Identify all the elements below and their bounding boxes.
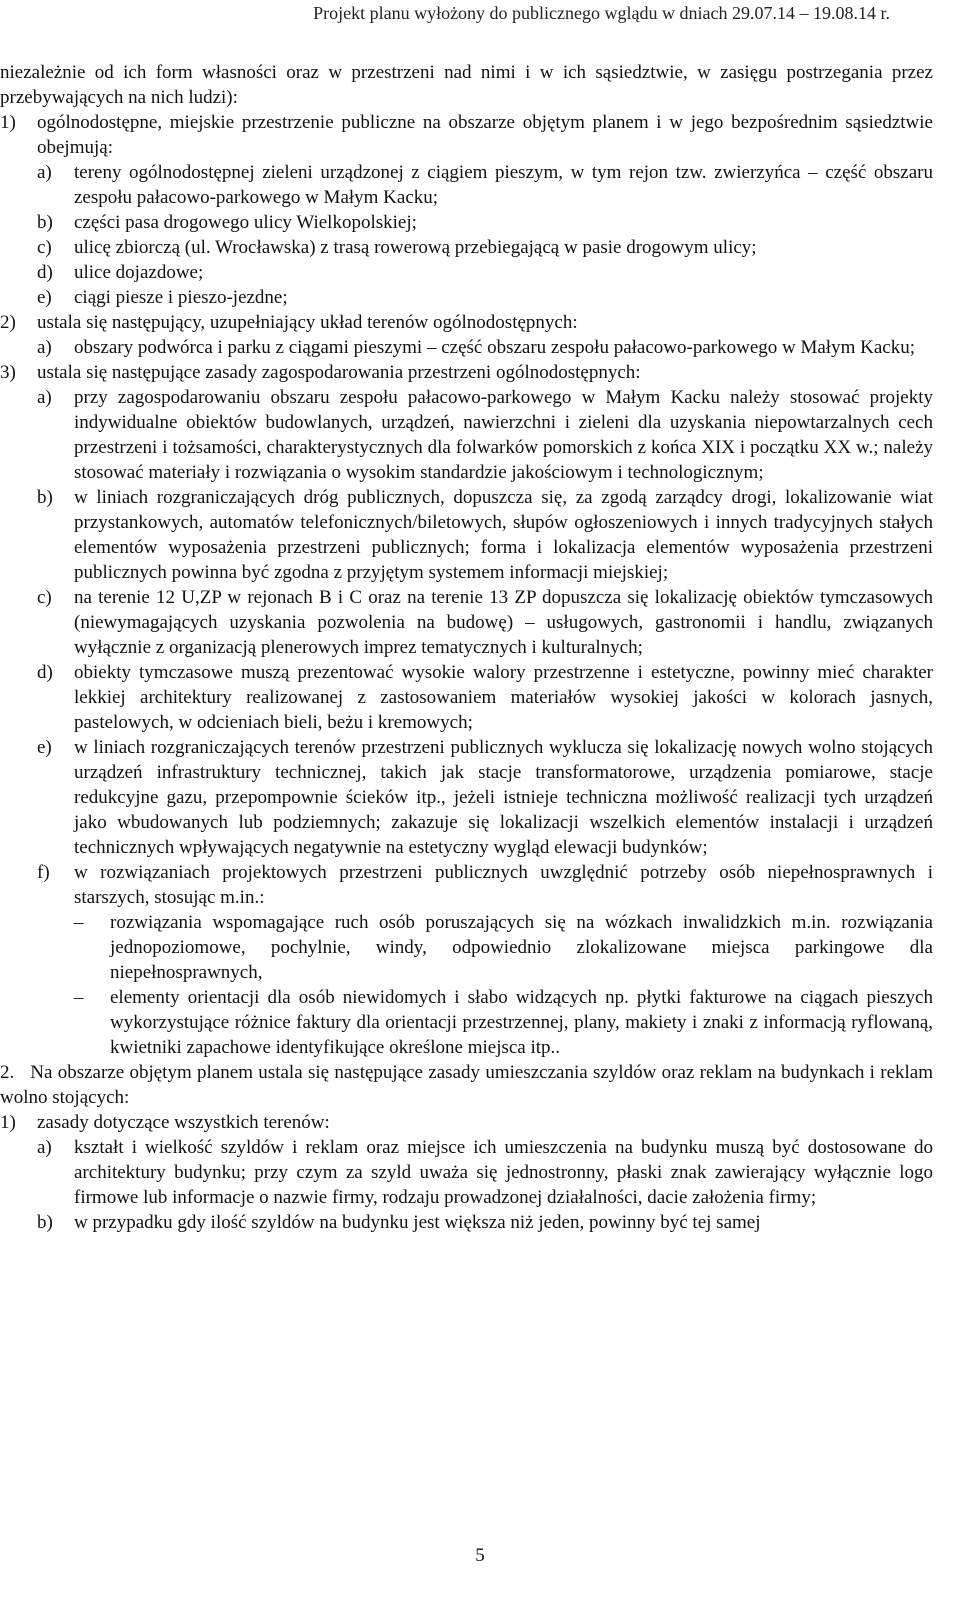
list-text: ulice dojazdowe;	[74, 262, 204, 283]
list-item	[0, 1110, 933, 1135]
list-text: rozwiązania wspomagające ruch osób poruszających się na wózkach inwalidzkich m.in. rozwiązania jednopoziomowe, pochylnie, windy, odpowiednio zlokalizowane miejsca parkingowe dla niepełnosprawnych,	[110, 912, 933, 983]
list-item	[0, 485, 933, 585]
section-paragraph	[0, 1060, 933, 1110]
list-label: a)	[37, 337, 52, 358]
list-text: ciągi piesze i pieszo-jezdne;	[74, 287, 288, 308]
dash-bullet: –	[74, 987, 84, 1008]
list-label: e)	[37, 287, 52, 308]
list-item	[0, 735, 933, 860]
page-number: 5	[475, 1545, 485, 1566]
list-text: tereny ogólnodostępnej zieleni urządzonej z ciągiem pieszym, w tym rejon tzw. zwierzyńca – część obszaru zespołu pałacowo-parkowego w Małym Kacku;	[74, 162, 933, 208]
list-item	[0, 385, 933, 485]
list-text: kształt i wielkość szyldów i reklam oraz miejsce ich umieszczenia na budynku muszą być dostosowane do architektury budynku; przy czym za szyld uważa się jednostronny, płaski znak zawierający wyłącznie logo firmowe lub informacje o nazwie firmy, rodzaju prowadzonej działalności, dacie założenia firmy;	[74, 1137, 933, 1208]
list-label: 1)	[0, 1112, 16, 1133]
list-text: zasady dotyczące wszystkich terenów:	[37, 1112, 330, 1133]
list-label: e)	[37, 737, 52, 758]
list-text: części pasa drogowego ulicy Wielkopolskiej;	[74, 212, 417, 233]
list-text: w przypadku gdy ilość szyldów na budynku jest większa niż jeden, powinny być tej samej	[74, 1212, 761, 1233]
list-label: 2)	[0, 312, 16, 333]
list-text: przy zagospodarowaniu obszaru zespołu pałacowo-parkowego w Małym Kacku należy stosować projekty indywidualne obiektów budowlanych, urządzeń, nawierzchni i zieleni dla uzyskania niepowtarzalnych cech przestrzeni i tożsamości, charakterystycznych dla folwarków pomorskich z końca XIX i początku XX w.; należy stosować materiały i rozwiązania o wysokim standardzie jakościowym i technologicznym;	[74, 387, 933, 483]
list-item	[0, 985, 933, 1060]
list-label: b)	[37, 487, 53, 508]
list-item	[0, 910, 933, 985]
list-text: elementy orientacji dla osób niewidomych i słabo widzących np. płytki fakturowe na ciągach pieszych wykorzystujące różnice faktury dla orientacji przestrzennej, plany, makiety i znaki z informacją ryflowaną, kwietniki zapachowe identyfikujące określone miejsca itp..	[110, 987, 933, 1058]
list-text: ustala się następujące zasady zagospodarowania przestrzeni ogólnodostępnych:	[37, 362, 641, 383]
list-label: d)	[37, 662, 53, 683]
list-item	[0, 210, 933, 235]
list-text: ustala się następujący, uzupełniający układ terenów ogólnodostępnych:	[37, 312, 578, 333]
list-label: c)	[37, 587, 52, 608]
list-item	[0, 110, 933, 160]
section-number: 2.	[0, 1062, 15, 1083]
list-label: 3)	[0, 362, 16, 383]
list-label: b)	[37, 1212, 53, 1233]
document-header: Projekt planu wyłożony do publicznego wglądu w dniach 29.07.14 – 19.08.14 r.	[313, 3, 890, 23]
list-label: a)	[37, 162, 52, 183]
list-item	[0, 360, 933, 385]
list-label: 1)	[0, 112, 16, 133]
list-label: c)	[37, 237, 52, 258]
list-item	[0, 1135, 933, 1210]
list-text: ulicę zbiorczą (ul. Wrocławska) z trasą rowerową przebiegającą w pasie drogowym ulicy;	[74, 237, 757, 258]
list-text: obszary podwórca i parku z ciągami pieszymi – część obszaru zespołu pałacowo-parkowego w Małym Kacku;	[74, 337, 915, 358]
list-label: a)	[37, 387, 52, 408]
list-text: ogólnodostępne, miejskie przestrzenie publiczne na obszarze objętym planem i w jego bezpośrednim sąsiedztwie obejmują:	[37, 112, 933, 158]
list-text: na terenie 12 U,ZP w rejonach B i C oraz na terenie 13 ZP dopuszcza się lokalizację obiektów tymczasowych (niewymagających uzyskania pozwolenia na budowę) – usługowych, gastronomii i handlu, związanych wyłącznie z organizacją plenerowych imprez tematycznych i kulturalnych;	[74, 587, 933, 658]
list-item	[0, 260, 933, 285]
document-body	[0, 60, 933, 1235]
list-item	[0, 335, 933, 360]
list-item	[0, 285, 933, 310]
list-text: obiekty tymczasowe muszą prezentować wysokie walory przestrzenne i estetyczne, powinny mieć charakter lekkiej architektury realizowanej z zastosowaniem materiałów wysokiej jakości w kolorach jasnych, pastelowych, w odcieniach bieli, beżu i kremowych;	[74, 662, 933, 733]
list-item	[0, 585, 933, 660]
list-label: f)	[37, 862, 50, 883]
dash-bullet: –	[74, 912, 84, 933]
list-item	[0, 1210, 933, 1235]
list-item	[0, 235, 933, 260]
list-label: d)	[37, 262, 53, 283]
list-text: w liniach rozgraniczających terenów przestrzeni publicznych wyklucza się lokalizację nowych wolno stojących urządzeń infrastruktury technicznej, takich jak stacje transformatorowe, urządzenia pomiarowe, stacje redukcyjne gazu, przepompownie ścieków itp., jeżeli istnieje techniczna możliwość realizacji tych urządzeń jako wbudowanych lub podziemnych; zakazuje się lokalizacji wszelkich elementów instalacji i urządzeń technicznych wpływających negatywnie na estetyczny wygląd elewacji budynków;	[74, 737, 933, 858]
list-item	[0, 860, 933, 910]
list-item	[0, 660, 933, 735]
intro-paragraph: niezależnie od ich form własności oraz w przestrzeni nad nimi i w ich sąsiedztwie, w zasięgu postrzegania przez przebywających na nich ludzi):	[0, 62, 933, 108]
list-label: a)	[37, 1137, 52, 1158]
section-text: Na obszarze objętym planem ustala się następujące zasady umieszczania szyldów oraz reklam na budynkach i reklam wolno stojących:	[0, 1062, 934, 1108]
list-item	[0, 160, 933, 210]
list-item	[0, 310, 933, 335]
list-label: b)	[37, 212, 53, 233]
list-text: w liniach rozgraniczających dróg publicznych, dopuszcza się, za zgodą zarządcy drogi, lokalizowanie wiat przystankowych, automatów telefonicznych/biletowych, słupów ogłoszeniowych i innych tradycyjnych stałych elementów wyposażenia przestrzeni publicznych; forma i lokalizacja elementów wyposażenia przestrzeni publicznych powinna być zgodna z przyjętym systemem informacji miejskiej;	[74, 487, 933, 583]
list-text: w rozwiązaniach projektowych przestrzeni publicznych uwzględnić potrzeby osób niepełnosprawnych i starszych, stosując m.in.:	[74, 862, 933, 908]
